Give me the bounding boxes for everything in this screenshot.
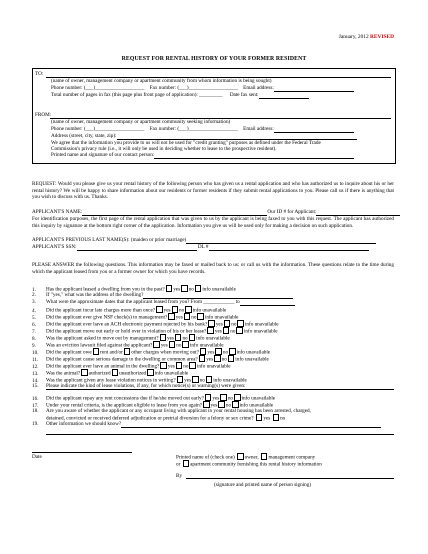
option-label: yes xyxy=(207,349,215,356)
q14-option-checkbox[interactable] xyxy=(206,376,213,383)
option-label: no xyxy=(222,349,229,356)
q1-option-checkbox[interactable] xyxy=(181,285,188,292)
option-label: yes xyxy=(206,356,214,363)
question-8: 8. Was the applicant asked to move out by management? yes no info unavailable xyxy=(32,335,230,342)
q17-option-checkbox[interactable] xyxy=(218,401,225,408)
q19-extra-line[interactable] xyxy=(46,434,394,435)
q13-option-checkbox[interactable] xyxy=(112,369,119,376)
date-line[interactable] xyxy=(32,452,132,453)
q4-option-checkbox[interactable] xyxy=(172,306,179,313)
q7-option-checkbox[interactable] xyxy=(236,327,243,334)
date-label: Date xyxy=(32,454,42,460)
owner-checkbox[interactable] xyxy=(237,453,244,460)
q6-option-checkbox[interactable] xyxy=(237,320,244,327)
question-18: 18. Are you aware of whether the applicant or any occupant living with applicant in your rental housing has been arrested, charged, xyxy=(32,408,311,414)
to-label: TO: xyxy=(35,71,44,77)
q4-option-checkbox[interactable] xyxy=(156,306,163,313)
question-10: 10. Did the applicant owe rent and/or other charges when moving out? yes no info unavailable xyxy=(32,349,271,356)
q10-option-checkbox[interactable] xyxy=(215,348,222,355)
q12-option-checkbox[interactable] xyxy=(160,362,167,369)
instructions-paragraph: PLEASE ANSWER the following questions. This information may be faxed or mailed back to us: or call us with the information. These questions relate to the time during which the applicant leased from you or a former owner for which you have records. xyxy=(32,262,394,275)
option-label: info unavailable xyxy=(213,377,247,384)
applicant-name-field[interactable]: APPLICANT'S NAME: Our ID # for Applicant: xyxy=(32,209,394,216)
option-label: no xyxy=(176,342,182,349)
identification-paragraph: For identification purposes, the first page of the rental application that was given to us by the applicant is being faxed to you with this request. The applicant has authorized this inquiry by signature at the bottom right corner of the application. Information you give us will be used only for making a decision on such application. xyxy=(32,216,394,229)
previous-names-field[interactable]: APPLICANT'S PREVIOUS LAST NAME(S): (maiden or prior marriage) xyxy=(32,237,394,244)
option-label: no xyxy=(183,363,189,370)
option-label: no xyxy=(182,335,188,342)
option-label: info unavailable xyxy=(202,286,236,293)
q10-option-checkbox[interactable] xyxy=(93,348,100,355)
q14-option-checkbox[interactable] xyxy=(177,376,184,383)
option-label: info unavailable xyxy=(196,335,230,342)
q17-option-checkbox[interactable] xyxy=(232,401,239,408)
apartment-checkbox[interactable] xyxy=(183,460,190,467)
mgmt-checkbox[interactable] xyxy=(261,453,268,460)
ssn-field[interactable]: APPLICANT'S SSN: DL # xyxy=(32,244,394,251)
q6-option-checkbox[interactable] xyxy=(208,320,215,327)
option-label: other charges when moving out? xyxy=(131,349,199,356)
option-label: info unavailable xyxy=(204,314,239,321)
page-title: REQUEST FOR RENTAL HISTORY OF YOUR FORMER RESIDENT xyxy=(121,56,307,62)
q11-option-checkbox[interactable] xyxy=(214,355,221,362)
printed-name-row: Printed name of (check one) owner, management company xyxy=(176,454,316,461)
option-label: yes xyxy=(173,286,181,293)
option-label: info unavailable xyxy=(241,395,276,402)
q1-option-checkbox[interactable] xyxy=(166,285,173,292)
apartment-row: or apartment community furnishing this rental history information xyxy=(176,461,322,468)
option-label: no xyxy=(191,314,197,321)
from-contact-field[interactable]: Printed name and signature of our contact person: xyxy=(51,152,354,159)
option-label: no xyxy=(179,307,185,314)
question-9: 9. Was an eviction lawsuit filed against the applicant? yes no info unavailable xyxy=(32,342,224,349)
signature-caption: (signature and printed name of person signing) xyxy=(214,482,312,488)
q14-option-checkbox[interactable] xyxy=(192,376,199,383)
to-owner-desc: (name of owner, management company or apartment community from whom information is being sought) xyxy=(51,78,272,84)
q11-option-checkbox[interactable] xyxy=(199,355,206,362)
answer-line[interactable] xyxy=(240,300,295,306)
question-13: 13. Was the animal? authorized unauthorized info unavailable xyxy=(32,370,189,377)
from-label: FROM: xyxy=(35,112,52,118)
q16-option-checkbox[interactable] xyxy=(234,394,241,401)
option-label: no xyxy=(199,377,205,384)
option-label: yes xyxy=(163,307,171,314)
question-7: 7. Did the applicant move out early or hold over in violation of his or her lease? yes no info unavailable xyxy=(32,328,278,335)
question-15: 15. Please indicate the kind of lease violations, if any, for which notice(s) or warning(s) were given: xyxy=(32,383,394,390)
question-1: 1. Has the applicant leased a dwelling from you in the past? yes no info unavailable xyxy=(32,286,236,293)
request-paragraph: REQUEST: Would you please give us your rental history of the following person who has given us a rental application and who has authorized us to inquire about his or her rental history? We will be happy to share information about our residents or former residents if they submit rental applications to you. Please call us if there is anything that you wish to discuss with us. Thanks. xyxy=(32,181,394,200)
question-6: 6. Did the applicant ever have an ACH electronic payment rejected by his bank? yes no info unavailable xyxy=(32,321,279,328)
option-label: info unavailable xyxy=(239,402,274,409)
option-label: yes xyxy=(167,335,174,342)
option-label: yes xyxy=(215,321,223,328)
q10-option-checkbox[interactable] xyxy=(124,348,131,355)
q16-option-checkbox[interactable] xyxy=(205,394,212,401)
from-agree-text: We agree that the information you provide to us will not be used for "credit granting" purposes as defined under the Federal Trade xyxy=(51,140,321,146)
option-label: no xyxy=(221,356,227,363)
from-agree-text-2: Commission's privacy rule (i.e., it will only be used in deciding whether to lease to the prospective resident). xyxy=(51,146,277,152)
option-label: yes xyxy=(160,342,168,349)
q17-option-checkbox[interactable] xyxy=(203,401,210,408)
q9-option-checkbox[interactable] xyxy=(153,341,160,348)
q7-option-checkbox[interactable] xyxy=(223,327,230,334)
question-16: 16. Did the applicant repay any rent concessions due if he/she moved out early? yes no info unavailable xyxy=(32,395,276,402)
option-label: unauthorized xyxy=(119,370,147,377)
option-label: no xyxy=(227,395,233,402)
q9-option-checkbox[interactable] xyxy=(182,341,189,348)
option-label: yes xyxy=(214,328,222,335)
q10-option-checkbox[interactable] xyxy=(200,348,207,355)
to-from-box xyxy=(32,68,396,164)
q18-no-checkbox[interactable] xyxy=(273,414,280,421)
q8-option-checkbox[interactable] xyxy=(175,334,182,341)
option-label: info unavailable xyxy=(244,321,279,328)
question-4: 4. Did the applicant incur late charges more than once? yes no info unavailable xyxy=(32,307,227,314)
q15-extra-line[interactable] xyxy=(46,389,394,390)
option-label: rent and/or xyxy=(100,349,123,356)
option-label: no xyxy=(225,402,232,409)
option-label: no xyxy=(230,328,236,335)
to-phone-field[interactable]: Phone number: (___)___________________ Fax number: (___)___________________ Email address: xyxy=(51,85,354,92)
q5-option-checkbox[interactable] xyxy=(197,313,204,320)
question-11: 11. Did the applicant cause serious damage to the dwelling or common area? yes no info unavailable xyxy=(32,356,269,363)
q16-option-checkbox[interactable] xyxy=(220,394,227,401)
option-label: yes xyxy=(210,402,218,409)
revision-date: January, 2012 REVISED xyxy=(338,34,394,40)
q12-option-checkbox[interactable] xyxy=(189,362,196,369)
q9-option-checkbox[interactable] xyxy=(169,341,176,348)
answer-line[interactable] xyxy=(143,293,293,299)
q8-option-checkbox[interactable] xyxy=(189,334,196,341)
by-label: By xyxy=(176,473,183,479)
q11-option-checkbox[interactable] xyxy=(228,355,235,362)
option-label: info unavailable xyxy=(154,370,189,377)
from-phone-field[interactable]: Phone number: (___)___________________ Fax number: (___)___________________ Email address: xyxy=(51,126,354,133)
question-14: 14. Was the applicant given any lease violation notices in writing? yes no info unavailable xyxy=(32,377,247,384)
option-label: info unavailable xyxy=(196,363,231,370)
option-label: info unavailable xyxy=(189,342,224,349)
from-owner-desc: (name of owner, management company or apartment community seeking information) xyxy=(51,119,231,125)
option-label: no xyxy=(231,321,237,328)
question-12: 12. Did the applicant ever have an animal in the dwelling? yes no info unavailable xyxy=(32,363,231,370)
q5-option-checkbox[interactable] xyxy=(168,313,175,320)
question-17: 17. Under your rental criteria, is the applicant eligible to lease from you again? yes no info unavailable xyxy=(32,402,274,409)
q6-option-checkbox[interactable] xyxy=(224,320,231,327)
option-label: info unavailable xyxy=(192,307,227,314)
q1-option-checkbox[interactable] xyxy=(195,285,202,292)
option-label: info unavailable xyxy=(236,349,271,356)
question-18-line-2: detained, convicted or received deferred adjudication or pretrial diversion for a felony or sex crime? yes no xyxy=(46,415,286,422)
option-label: yes xyxy=(167,363,175,370)
question-5: 5. Did the applicant ever give NSF check(s) to management? yes no info unavailable xyxy=(32,314,239,321)
q12-option-checkbox[interactable] xyxy=(176,362,183,369)
option-label: authorized xyxy=(88,370,111,377)
q18-yes-checkbox[interactable] xyxy=(256,414,263,421)
from-address-field[interactable]: Address (street, city, state, zip): xyxy=(51,133,357,140)
option-label: yes xyxy=(184,377,192,384)
option-label: info unavailable xyxy=(243,328,278,335)
q7-option-checkbox[interactable] xyxy=(207,327,214,334)
to-pages-field[interactable]: Total number of pages in fax (this page plus front page of application): _________ Date fax sent: xyxy=(51,92,309,99)
revised-label: REVISED xyxy=(370,34,394,40)
option-label: no xyxy=(188,286,194,293)
q10-option-checkbox[interactable] xyxy=(229,348,236,355)
option-label: info unavailable xyxy=(235,356,269,363)
q4-option-checkbox[interactable] xyxy=(185,306,192,313)
question-19[interactable]: 19. Other information we should know? xyxy=(32,421,394,428)
q13-option-checkbox[interactable] xyxy=(147,369,154,376)
question-2: 2. If "yes," what was the address of the dwelling? xyxy=(32,292,394,299)
option-label: yes xyxy=(212,395,220,402)
q13-option-checkbox[interactable] xyxy=(81,369,88,376)
option-label: yes xyxy=(175,314,183,321)
q5-option-checkbox[interactable] xyxy=(184,313,191,320)
q8-option-checkbox[interactable] xyxy=(160,334,167,341)
signature-line[interactable] xyxy=(186,478,394,479)
question-3: 3. What were the approximate dates that the applicant leased from you? From ____________ to xyxy=(32,299,394,306)
